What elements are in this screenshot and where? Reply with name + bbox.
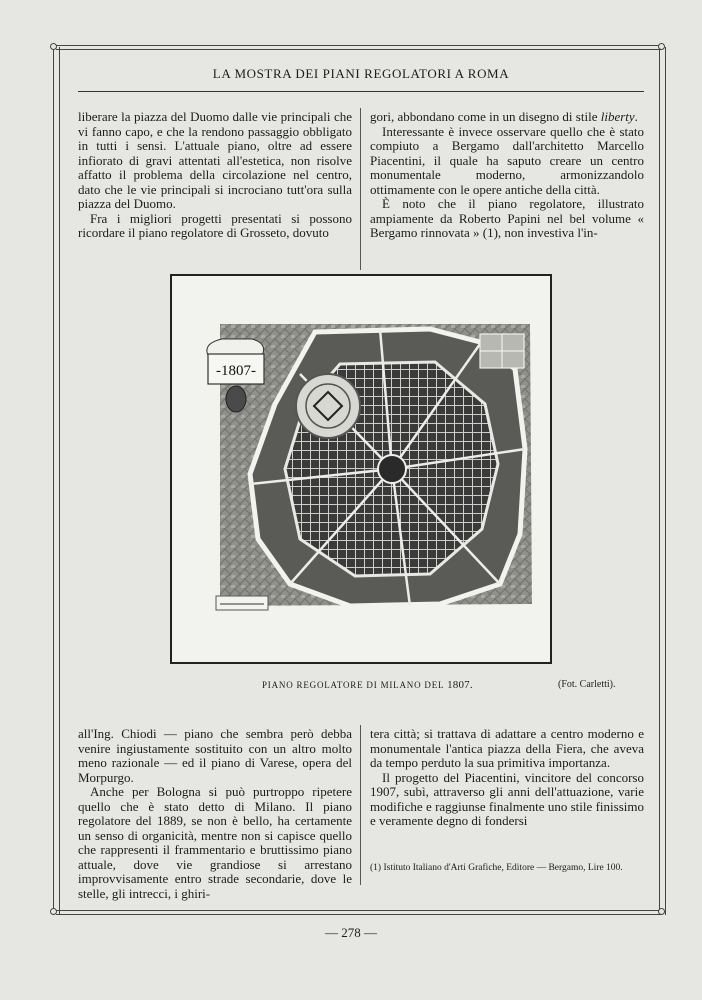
paragraph (370, 110, 644, 125)
column-divider (360, 725, 361, 885)
frame-top-rule (56, 45, 662, 50)
bottom-right-column (370, 727, 644, 829)
milan-plan-map (180, 284, 542, 654)
paragraph: Fra i migliori progetti presentati si possono ricordare il piano regolatore di Grosseto, dovuto (78, 210, 352, 240)
running-head-rule (78, 91, 644, 92)
paragraph: Interessante è invece osservare quello che è stato compiuto a Bergamo dall'architetto Marcello Piacentini, il quale ha saputo creare un centro monumentale moderno, armonizzandolo ottimamente con le opere antiche della città. (370, 123, 644, 197)
column-divider (360, 108, 361, 270)
paragraph-text: . (634, 109, 638, 124)
frame-bottom-rule (56, 910, 662, 915)
frame-corner-ornament (50, 908, 57, 915)
caption-year: 1807. (447, 679, 473, 691)
bottom-left-column (78, 727, 352, 901)
footnote: (1) Istituto Italiano d'Arti Grafiche, Editore — Bergamo, Lire 100. (370, 863, 623, 873)
paragraph-text: gori, abbondano come in un disegno di stile (370, 109, 598, 124)
page-number: — 278 — (325, 925, 377, 940)
running-head: LA MOSTRA DEI PIANI REGOLATORI A ROMA (212, 66, 510, 81)
italic-term: liberty (600, 109, 635, 124)
frame-right-rule (659, 47, 666, 915)
caption-text: PIANO REGOLATORE DI MILANO DEL (262, 680, 444, 690)
photo-credit: (Fot. Carletti). (558, 679, 616, 690)
cartouche-year: -1807- (216, 363, 256, 379)
frame-corner-ornament (658, 908, 665, 915)
frame-corner-ornament (50, 43, 57, 50)
top-right-column (370, 110, 644, 241)
figure-caption (262, 679, 473, 691)
top-left-column (78, 110, 352, 241)
paragraph: all'Ing. Chiodi — piano che sembra però debba venire ingiustamente sostituito con un altro molto meno razionale — ed il piano di Varese, opera del Morpurgo. (78, 726, 352, 785)
paragraph: tera città; si trattava di adattare a centro moderno e monumentale l'antica piazza della Fiera, che aveva da tempo perduto la sua primitiva importanza. (370, 726, 644, 770)
scale-bar (216, 596, 268, 610)
frame-left-rule (53, 47, 60, 915)
paragraph: liberare la piazza del Duomo dalle vie principali che vi fanno capo, e che la rendono passaggio obbligato in tutti i sensi. L'attuale piano, oltre ad essere infiorato di gravi attentati all'estetica, non risolve affatto il problema della circolazione nel centro, dato che le vie principali si incrociano tutt'ora sulla piazza del Duomo. (78, 109, 352, 211)
paragraph: Anche per Bologna si può purtroppo ripetere quello che è stato detto di Milano. Il piano regolatore del 1889, se non è bello, ha certamente un senso di organicità, mentre non si capisce quello che rappresenti il frammentario e bruttissimo piano attuale, dove vie grandiose si arrestano improvvisamente entro strade secondarie, dove le stelle, gli intrecci, i ghiri- (78, 784, 352, 901)
frame-corner-ornament (658, 43, 665, 50)
map-figure (170, 274, 552, 664)
paragraph: Il progetto del Piacentini, vincitore del concorso 1907, subì, attraverso gli anni dell'attuazione, varie modifiche e raggiunse finalmente uno stile finissimo e veramente degno di fondersi (370, 769, 644, 828)
paragraph: È noto che il piano regolatore, illustrato ampiamente da Roberto Papini nel bel volume « Bergamo rinnovata » (1), non investiva l'in- (370, 196, 644, 240)
